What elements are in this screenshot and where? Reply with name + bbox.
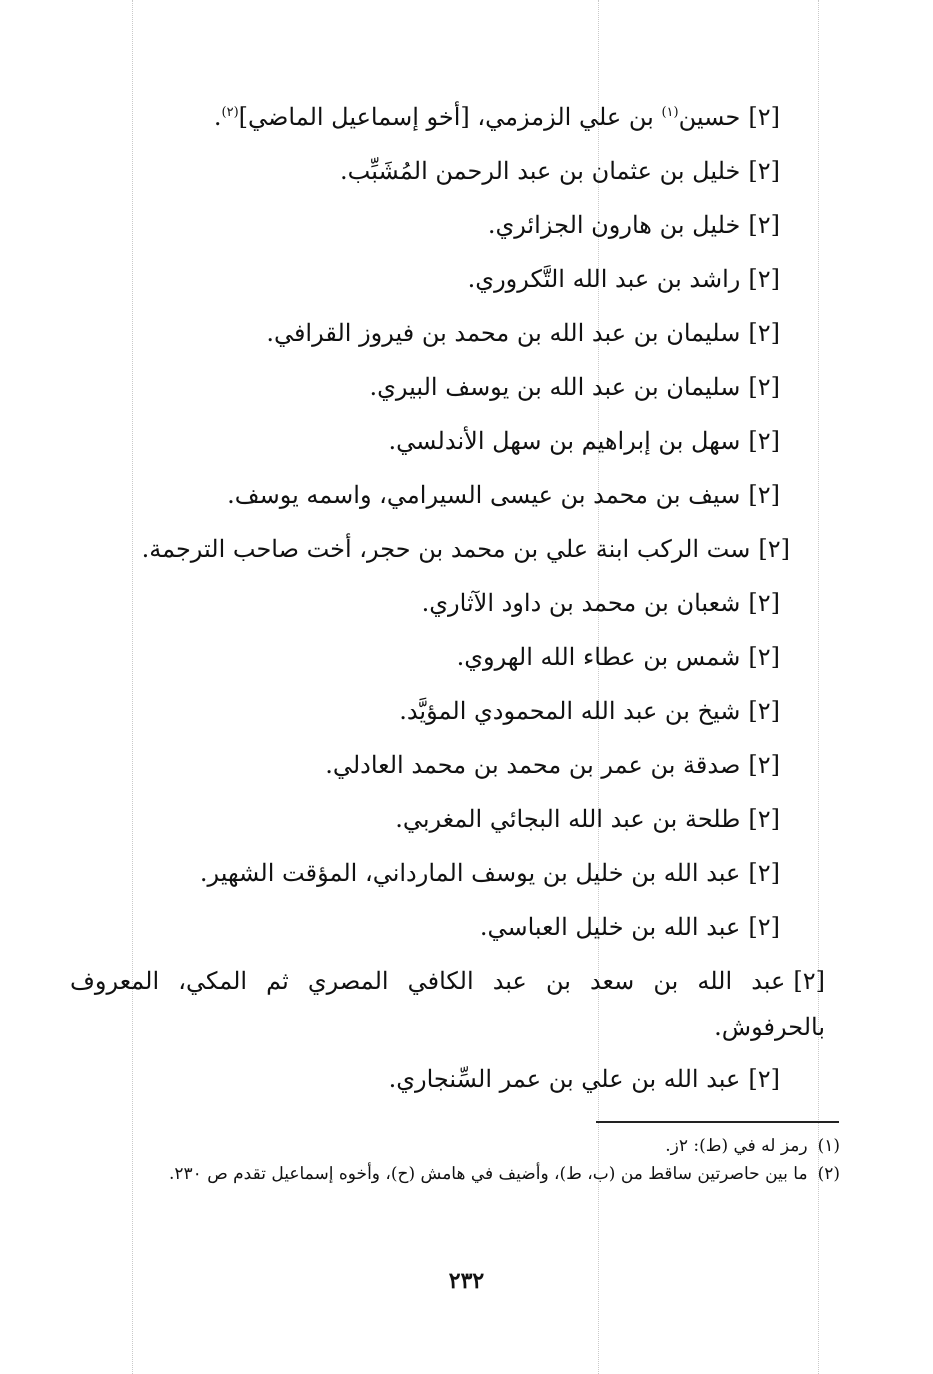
entry-marker: [٢] [748, 913, 780, 941]
entry-marker: [٢] [748, 697, 780, 725]
list-item [80, 252, 780, 306]
entry-marker: [٢] [758, 535, 790, 563]
entry-marker: [٢] [793, 967, 825, 995]
footnote [82, 1132, 840, 1160]
entry-text: عبد الله بن خليل العباسي. [479, 913, 741, 941]
entry-text: ست الركب ابنة علي بن محمد بن حجر، أخت صاحب الترجمة. [141, 535, 751, 563]
footnote-text: ما بين حاصرتين ساقط من (ب، ط)، وأضيف في هامش (ح)، وأخوه إسماعيل تقدم ص ٢٣٠. [168, 1164, 808, 1184]
list-item [80, 522, 790, 576]
entry-text: خليل بن عثمان بن عبد الرحمن المُشَبِّب. [340, 157, 741, 185]
entry-text: راشد بن عبد الله التَّكروري. [467, 265, 741, 293]
entry-marker: [٢] [748, 427, 780, 455]
entry-text: خليل بن هارون الجزائري. [487, 211, 741, 239]
footnote-text: رمز له في (ط): ٢ز. [665, 1136, 808, 1156]
page-number: ٢٣٢ [448, 1268, 485, 1294]
entry-marker: [٢] [748, 751, 780, 779]
footnote-number: (٢) [817, 1164, 840, 1184]
list-item [80, 846, 780, 900]
entry-marker: [٢] [748, 157, 780, 185]
list-item [80, 792, 780, 846]
entry-text: حسين [678, 103, 741, 131]
footnotes [82, 1132, 840, 1188]
entry-marker: [٢] [748, 1065, 780, 1093]
entry-text: شعبان بن محمد بن داود الآثاري. [421, 589, 741, 617]
entry-marker: [٢] [748, 643, 780, 671]
list-item [80, 306, 780, 360]
entry-marker: [٢] [748, 589, 780, 617]
entry-text: سيف بن محمد بن عيسى السيرامي، واسمه يوسف. [227, 481, 741, 509]
footnote-ref: (٢) [221, 105, 239, 120]
list-item [80, 414, 780, 468]
list-item [80, 900, 780, 954]
entry-marker: [٢] [748, 211, 780, 239]
entry-text: سهل بن إبراهيم بن سهل الأندلسي. [388, 427, 741, 455]
footnote-divider [596, 1121, 839, 1123]
list-item [80, 738, 780, 792]
entry-marker: [٢] [748, 319, 780, 347]
entry-text-cont: بن علي الزمزمي، [أخو إسماعيل الماضي] [238, 103, 662, 131]
entry-text: سليمان بن عبد الله بن محمد بن فيروز القرافي. [266, 319, 741, 347]
list-item [80, 576, 780, 630]
entry-marker: [٢] [748, 265, 780, 293]
entry-marker: [٢] [748, 373, 780, 401]
entry-text: شمس بن عطاء الله الهروي. [456, 643, 741, 671]
entry-text: سليمان بن عبد الله بن يوسف البيري. [369, 373, 741, 401]
entry-marker: [٢] [748, 805, 780, 833]
list-item [80, 468, 780, 522]
footnote-number: (١) [817, 1136, 840, 1156]
entry-marker: [٢] [748, 481, 780, 509]
biography-list [70, 86, 825, 1106]
list-item [80, 86, 780, 144]
list-item [80, 144, 780, 198]
entry-marker: [٢] [748, 103, 780, 131]
footnote [82, 1160, 840, 1188]
entry-text: طلحة بن عبد الله البجائي المغربي. [395, 805, 741, 833]
entry-text: شيخ بن عبد الله المحمودي المؤيَّد. [399, 697, 741, 725]
list-item [80, 1052, 780, 1106]
entry-text-end: . [213, 103, 222, 131]
entry-text: عبد الله بن علي بن عمر السِّنجاري. [388, 1065, 741, 1093]
entry-text: صدقة بن عمر بن محمد بن محمد العادلي. [325, 751, 741, 779]
entry-text: عبد الله بن سعد بن عبد الكافي المصري ثم المكي، المعروف بالحرفوش. [70, 967, 825, 1041]
list-item [80, 684, 780, 738]
entry-marker: [٢] [748, 859, 780, 887]
list-item [80, 360, 780, 414]
list-item [70, 958, 825, 1050]
list-item [80, 630, 780, 684]
entry-text: عبد الله بن خليل بن يوسف المارداني، المؤقت الشهير. [199, 859, 741, 887]
list-item [80, 198, 780, 252]
footnote-ref: (١) [661, 105, 679, 120]
